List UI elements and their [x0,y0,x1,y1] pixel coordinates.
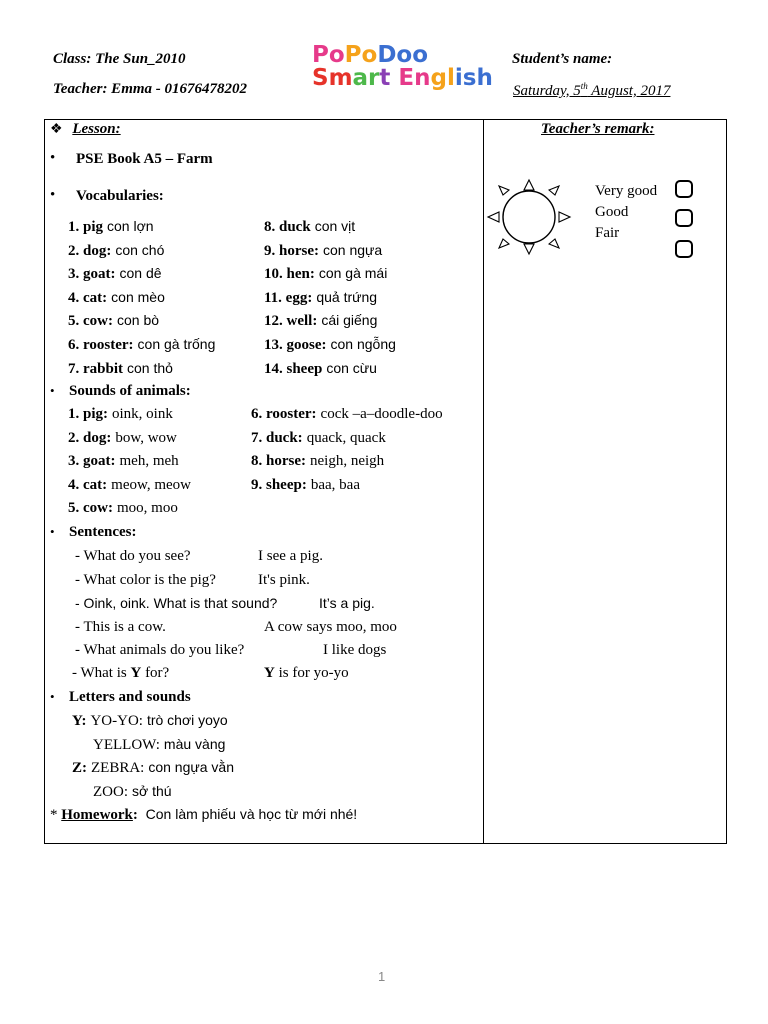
y-answer: Y is for yo-yo [264,665,349,681]
sentences-heading: Sentences: [69,524,137,540]
list-item [68,218,154,236]
list-item [264,218,355,236]
letter-row [93,736,225,754]
sound: meh, meh [119,453,179,470]
term: 4. cat: [68,476,108,493]
sound: neigh, neigh [310,453,385,470]
sound: cock –a–doodle-doo [320,406,443,422]
sentence-answer: It's pink. [258,571,310,588]
meaning: con mèo [111,288,165,305]
term: 9. sheep: [251,476,307,493]
list-item [264,336,396,354]
term: 3. goat: [68,266,116,283]
logo-part: Doo [377,42,429,68]
term: 1. pig: [68,406,109,422]
sentence-question: - What do you see? [75,548,191,564]
logo-part: ish [454,65,493,91]
list-item [68,265,162,283]
letter-meaning: màu vàng [163,735,226,752]
term: 6. rooster: [68,337,134,353]
letter-word: YELLOW: [93,736,160,753]
meaning: con bò [117,312,160,329]
book-title: PSE Book A5 – Farm [76,151,213,167]
term: 10. hen: [264,266,315,283]
sound: meow, meow [111,476,191,493]
meaning: con dê [119,265,162,282]
very-good-checkbox[interactable] [675,180,693,198]
fair-checkbox[interactable] [675,240,693,258]
term: 8. duck [264,219,311,235]
bullet-icon: • [50,187,56,203]
logo-part: En [398,65,431,91]
remark-heading: Teacher’s remark: [541,121,655,137]
term: 1. pig [68,219,104,235]
list-item [68,312,159,330]
letter-meaning: con ngựa vằn [148,759,234,776]
letter-meaning: trò chơi yoyo [146,712,228,728]
letter: Z: [72,760,87,777]
list-item [68,430,177,447]
bullet-icon: • [50,383,55,398]
list-item [68,360,173,378]
lesson-heading: ❖ Lesson: [50,121,121,137]
sentence-answer: It’s a pig. [319,595,375,612]
term: 7. duck: [251,429,303,446]
term: 2. dog: [68,429,112,446]
list-item [68,477,191,494]
term: 5. cow: [68,500,113,517]
letter-meaning: sở thú [132,782,172,799]
sound: oink, oink [112,406,173,422]
sentence-question: - What color is the pig? [75,571,216,588]
student-name-label: Student’s name: [512,51,613,67]
bullet-icon: • [50,150,56,166]
letter-word: ZOO: [93,783,128,800]
logo-part: Sm [312,65,353,91]
sentence-answer: A cow says moo, moo [264,618,397,635]
term: 5. cow: [68,313,113,330]
lesson-date: Saturday, 5th August, 2017 [513,81,671,99]
list-item [68,406,173,423]
list-item [68,289,165,307]
sun-icon [484,178,574,258]
letter: Y: [72,713,87,729]
list-item [251,477,360,494]
term: 14. sheep [264,360,323,377]
vocab-heading: Vocabularies: [76,188,164,204]
sound: bow, wow [115,429,177,446]
popodoo-logo [312,44,493,90]
teacher-label: Teacher: Emma - 01676478202 [53,81,248,97]
letters-heading: Letters and sounds [69,689,191,705]
logo-part: gl [430,65,455,91]
rating-label: Good [595,204,629,220]
sentence-answer: I like dogs [323,642,387,659]
list-item [251,406,443,423]
bullet-icon: • [50,524,55,539]
y-sentence: - What is Y for? [72,665,170,681]
list-item [264,289,377,307]
sentence-answer: I see a pig. [258,548,323,564]
sentence-question: - Oink, oink. What is that sound? [75,595,278,612]
meaning: quả trứng [316,288,378,305]
logo-part: ar [352,65,380,91]
logo-part: Po [344,42,378,68]
meaning: con gà mái [318,265,388,282]
rating-label: Very good [595,183,658,199]
sound: moo, moo [117,500,178,517]
good-checkbox[interactable] [675,209,693,227]
sound: quack, quack [306,429,386,446]
meaning: con ngựa [323,241,383,258]
diamond-bullet-icon: ❖ [50,122,63,137]
bullet-icon: • [50,689,55,704]
list-item [264,312,377,330]
sentence-question: - What animals do you like? [75,642,245,659]
term: 8. horse: [251,453,306,470]
meaning: con thỏ [127,359,173,376]
homework-line: * Homework: Con làm phiếu và học từ mới nhé! [50,806,358,823]
list-item [264,265,387,283]
meaning: con cừu [326,359,377,376]
page-number: 1 [378,969,386,984]
list-item [251,430,386,447]
meaning: cái giếng [321,312,378,329]
term: 2. dog: [68,242,112,259]
term: 12. well: [264,313,318,330]
sound: baa, baa [310,476,360,493]
letter-word: YO-YO: [90,713,143,729]
letter-row [72,712,228,730]
letter-word: ZEBRA: [91,760,145,777]
term: 11. egg: [264,289,313,306]
class-label: Class: The Sun_2010 [53,51,186,67]
term: 4. cat: [68,289,108,306]
term: 6. rooster: [251,406,317,422]
sentence-question: - This is a cow. [75,618,166,635]
list-item [264,242,382,260]
list-item [68,336,215,354]
letter-row [93,783,172,801]
list-item [68,500,178,517]
list-item [68,453,179,470]
list-item [68,242,164,260]
term: 7. rabbit [68,360,124,377]
logo-part: Po [312,42,345,68]
list-item [264,360,377,378]
letter-row [72,759,234,777]
meaning: con chó [115,241,165,258]
meaning: con ngỗng [330,336,396,352]
sounds-heading: Sounds of animals: [69,383,191,399]
logo-part: t [379,65,399,91]
rating-label: Fair [595,225,620,241]
meaning: con vịt [314,218,356,234]
term: 13. goose: [264,337,327,353]
term: 9. horse: [264,242,319,259]
meaning: con gà trống [137,336,216,352]
term: 3. goat: [68,453,116,470]
list-item [251,453,384,470]
meaning: con lợn [107,218,154,234]
